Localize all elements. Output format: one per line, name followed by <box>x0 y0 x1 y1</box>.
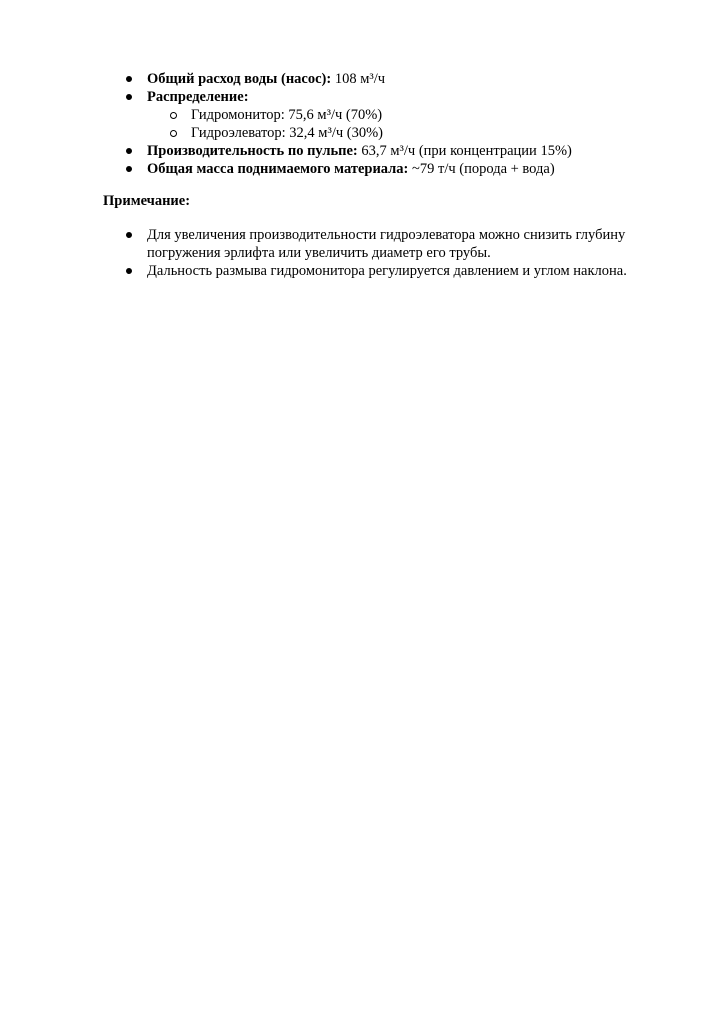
item-label: Производительность по пульпе: <box>147 143 358 159</box>
note-item-line: Дальность размыва гидромонитора регулируется давлением и углом наклона. <box>147 263 627 279</box>
bullet-icon <box>126 268 132 274</box>
sub-item-text: Гидроэлеватор: 32,4 м³/ч (30%) <box>191 125 383 141</box>
list-item-pulp <box>147 142 572 160</box>
sub-list-item <box>191 124 383 142</box>
item-value: 108 м³/ч <box>331 71 386 87</box>
note-item-line: погружения эрлифта или увеличить диаметр его трубы. <box>147 245 491 261</box>
circle-bullet-icon <box>170 130 177 137</box>
list-item-water-total <box>147 70 385 88</box>
item-value: ~79 т/ч (порода + вода) <box>408 161 555 177</box>
bullet-icon <box>126 148 132 154</box>
note-item <box>147 226 625 244</box>
note-heading-text: Примечание: <box>103 193 191 209</box>
bullet-icon <box>126 76 132 82</box>
bullet-icon <box>126 166 132 172</box>
circle-bullet-icon <box>170 112 177 119</box>
note-item-line: Для увеличения производительности гидроэлеватора можно снизить глубину <box>147 227 626 243</box>
note-item-continuation <box>147 244 491 262</box>
item-value: 63,7 м³/ч (при концентрации 15%) <box>357 143 572 159</box>
list-item-mass <box>147 160 555 178</box>
note-heading <box>103 192 190 210</box>
sub-item-text: Гидромонитор: 75,6 м³/ч (70%) <box>191 107 383 123</box>
note-item <box>147 262 627 280</box>
bullet-icon <box>126 94 132 100</box>
sub-list-item <box>191 106 382 124</box>
bullet-icon <box>126 232 132 238</box>
item-label: Общая масса поднимаемого материала: <box>147 161 409 177</box>
item-label: Распределение: <box>147 89 249 105</box>
list-item-distribution <box>147 88 249 106</box>
item-label: Общий расход воды (насос): <box>147 71 332 87</box>
